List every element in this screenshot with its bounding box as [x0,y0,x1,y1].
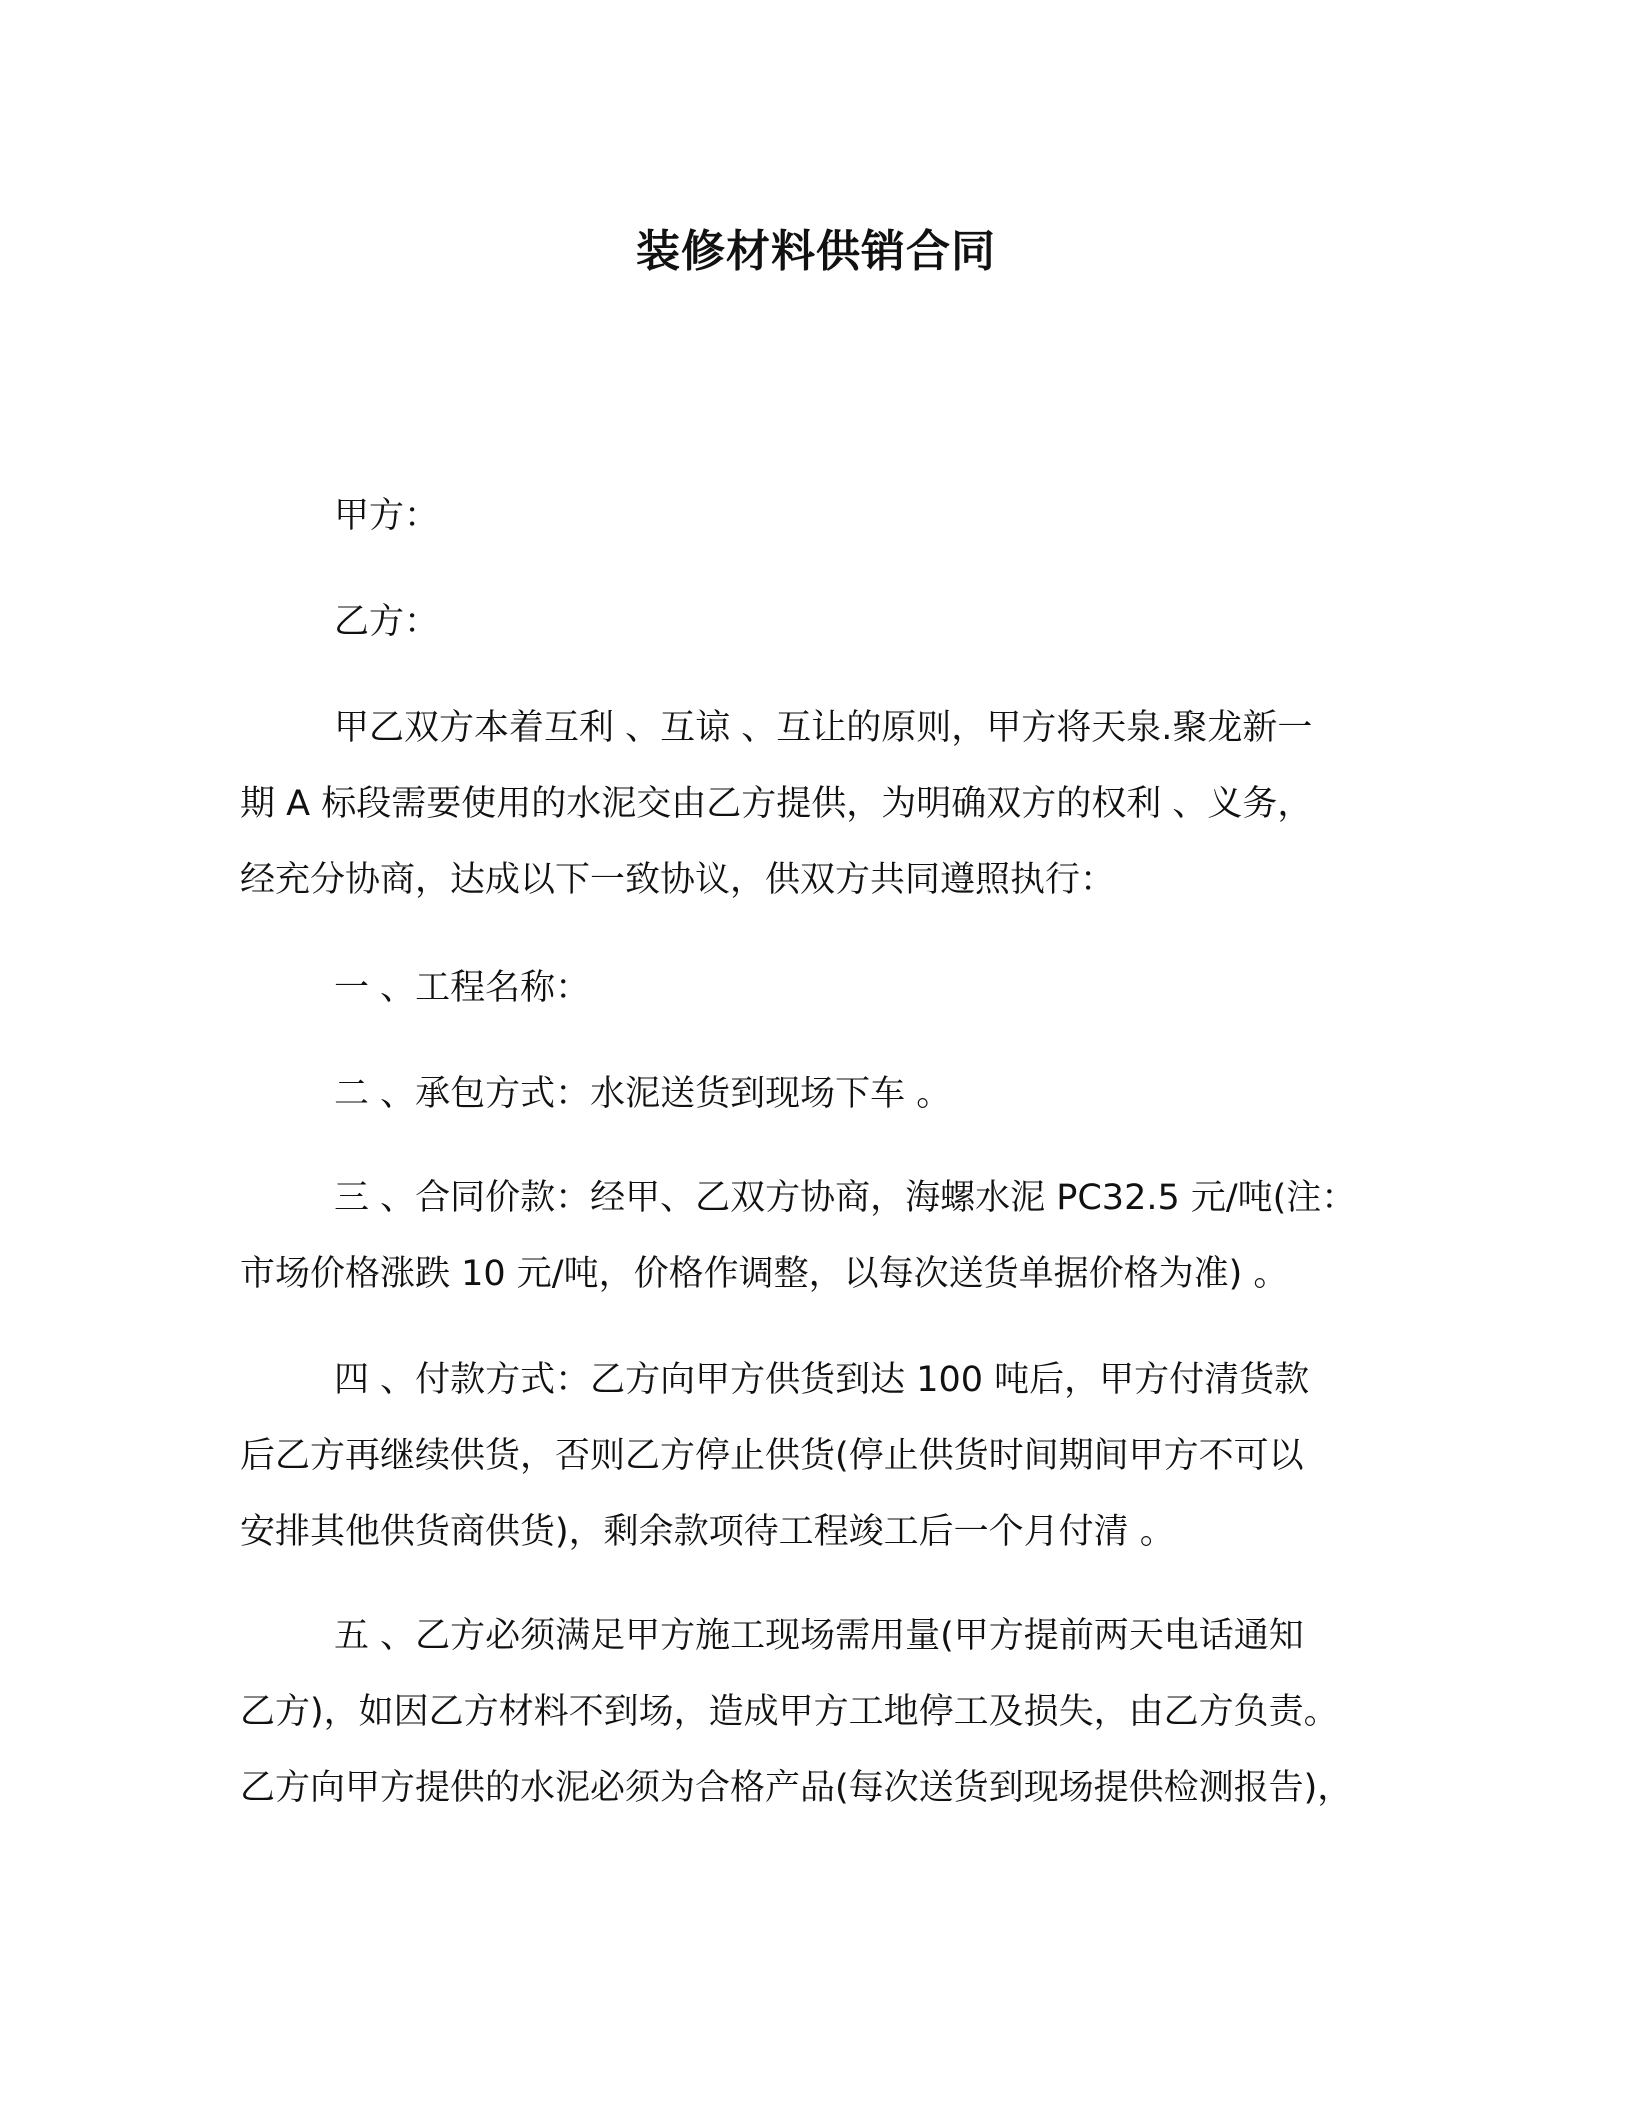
intro-line: 甲乙双方本着互利 、互谅 、互让的原则，甲方将天泉.聚龙新一 [334,708,1313,748]
intro-line: 经充分协商，达成以下一致协议，供双方共同遵照执行： [240,860,1116,900]
clause-1-text: 一 、工程名称： [334,968,591,1008]
party-a-line [240,478,1400,554]
clause-3-line: 市场价格涨跌 10 元/吨，价格作调整，以每次送货单据价格为准) 。 [240,1254,1289,1294]
clause-3-line: 三 、合同价款：经甲、乙双方协商，海螺水泥 PC32.5 元/吨(注： [334,1178,1357,1218]
party-b-label: 乙方： [334,602,440,642]
clause-4-line: 后乙方再继续供货，否则乙方停止供货(停止供货时间期间甲方不可以 [240,1436,1304,1476]
clause-4-line: 安排其他供货商供货)，剩余款项待工程竣工后一个月付清 。 [240,1512,1175,1552]
party-a-label: 甲方： [334,496,440,536]
clause-3 [240,1160,1400,1312]
clause-5-line: 乙方向甲方提供的水泥必须为合格产品(每次送货到现场提供检测报告)， [240,1768,1353,1808]
clause-2 [240,1056,1400,1132]
clause-4-line: 四 、付款方式：乙方向甲方供货到达 100 吨后，甲方付清货款 [334,1360,1310,1400]
clause-5 [240,1598,1400,1826]
clause-4 [240,1342,1400,1570]
clause-2-text: 二 、承包方式：水泥送货到现场下车 。 [334,1074,952,1114]
clause-5-line: 乙方)，如因乙方材料不到场，造成甲方工地停工及损失，由乙方负责。 [240,1692,1339,1732]
party-b-line [240,584,1400,660]
clause-1 [240,950,1400,1026]
clause-5-line: 五 、乙方必须满足甲方施工现场需用量(甲方提前两天电话通知 [334,1616,1304,1656]
intro-paragraph [240,690,1400,918]
document-title: 装修材料供销合同 [636,226,996,277]
intro-line: 期 A 标段需要使用的水泥交由乙方提供，为明确双方的权利 、义务， [240,784,1313,824]
